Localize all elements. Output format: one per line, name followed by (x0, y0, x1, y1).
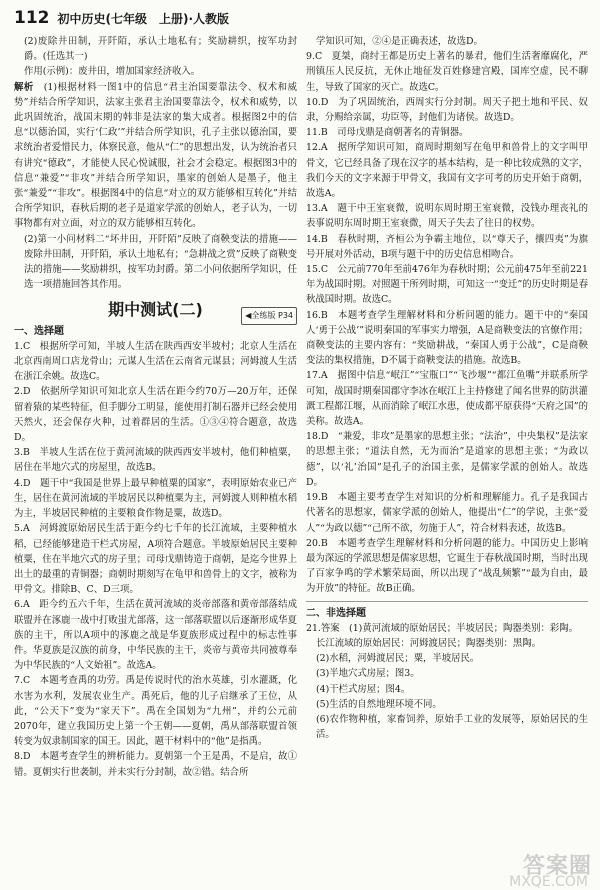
answer-item: 5.A 河姆渡原始居民生活于距今约七千年的长江流域，主要种植水稻，已经能够建造干栏式房屋，A项符合题意。半坡原始居民主要种植粟，住在半地穴式的房子里；司母戊鼎铸造于商朝，是迄今世界上出土的最重的青铜器；商朝时期刻写在龟甲和兽骨上的文字，被称为甲骨文。排除B、C、D三项。 (14, 523, 297, 596)
page-header (14, 8, 586, 32)
answer-item: 17.A 据图中信息“岷江”“宝瓶口”“飞沙堰”“都江鱼嘴”并联系所学可知，战国时期秦国郡守李冰在岷江上主持修建了闻名世界的防洪灌溉工程都江堰，从而消除了岷江水患，使成都平原获得“天府之国”的美称。故选A。 (306, 370, 588, 428)
answer-item: 8.D 本题考查学生的辨析能力。夏朝第一个王是禹，不是启，故①错。夏朝实行世袭制，并未实行分封制，故②错。结合所 (14, 751, 297, 778)
answer-item: 18.D “兼爱，非攻”是墨家的思想主张；“法治”，中央集权”是法家的思想主张；“道法自然，无为而治”是道家的思想主张；“为政以德”，以‘礼’治国”是孔子的治国主张，是儒家学派的创始人。故选D。 (306, 431, 588, 488)
choice-heading: 一、选择题 (14, 325, 64, 337)
left-column (14, 34, 297, 884)
answer-item: 19.B 本题主要考查学生对知识的分析和理解能力。孔子是我国古代著名的思想家，儒家学派的创始人，他提出“仁”的学说，主张“爱人”“为政以德”“己所不欲，勿施于人”，符合材料表述，故选B。 (306, 492, 588, 534)
answer-item: 9.C 夏桀，商纣王都是历史上著名的暴君，他们生活奢靡腐化，严刑镇压人民反抗，无休止地征发百姓修建宫殿，国库空虚，民不聊生，导致了国家的灭亡。故选C。 (306, 51, 588, 93)
answer-item: 10.D 为了巩固统治，西周实行分封制。周天子把土地和平民、奴隶，分赐给亲属，功臣等，封他们为诸侯。故选D。 (306, 96, 588, 124)
right-column (306, 34, 588, 884)
answer-item: 15.C 公元前770年至前476年为春秋时期；公元前475年至前221年为战国时期。对照题干所列时期，可知这一“变迁”的历史时期是春秋战国时期。故选C。 (306, 264, 588, 306)
analysis-paragraph (14, 80, 297, 232)
watermark-logo: 答案圈 (522, 854, 592, 879)
analysis-text: (2)第一小问材料二“坏井田，开阡陌”反映了商鞅变法的措施——废除井田制，开阡陌，承认土地私有；“急耕战之赏”反映了商鞅变法的措施——奖励耕织，按军功封爵。第二小问依据所学知识，任选一项措施回答其作用。 (24, 233, 297, 291)
answer-item: 11.B 司母戊鼎是商朝著名的青铜器。 (306, 127, 469, 139)
watermark-url: MXQE.COM (509, 874, 588, 890)
answer-text: 作用(示例)：废井田，增加国家经济收入。 (24, 66, 201, 78)
answer-text: 学知识可知，②④是正确表述，故选D。 (316, 36, 483, 47)
answer-item: 20.B 本题考查学生理解材料和分析问题的能力。中国历史上影响最为深远的学派思想是儒家思想，它诞生于春秋战国时期，当时出现了百家争鸣的学术繁荣局面，所以出现了“战乱频繁”“最为自由，最为开放”的特征。故B正确。 (306, 537, 588, 595)
answer-item: 1.C 根据所学可知，半坡人生活在陕西西安半坡村；北京人生活在北京西南周口店龙骨山；元谋人生活在云南省元谋县；河姆渡人生活在浙江余姚。故选C。 (14, 340, 297, 383)
analysis-text: (1)根据材料一图1中的信息“君主治国要靠法令、权术和威势”并结合所学知识，法家主张君主治国要靠法令，权术和威势，以此巩固统治，战国末期的韩非是法家的集大成者。根据图2中的信息“以德治国，实行‘仁政’”并结合所学知识，孔子主张以德治国，要求统治者爱惜民力，体察民意，他从“仁”的思想出发，认为统治者只有讲究“德政”，才能使人民心悦诚服，社会才会稳定。根据图3中的信息“兼爱”“非攻”并结合所学知识，墨家的创始人是墨子，他主张“兼爱”“非攻”。根据图4中的信息“对立的双方能够相互转化”并结合所学知识，春秋后期的老子是道家学派的创始人，老子认为，一切事物都有对立面，对立的双方能够相互转化。 (14, 81, 297, 230)
nonchoice-heading: 二、非选择题 (306, 607, 366, 619)
section-badge: ◀全练版 P34 (241, 307, 297, 324)
answer-line: (3)半地穴式房屋；图3。 (316, 668, 420, 680)
answer-line: (2)水稻，河姆渡居民；粟，半坡居民。 (316, 653, 480, 665)
answer-line: (5)生活的自然地理环境不同。 (316, 698, 442, 710)
answer-item: 7.C 本题考查禹的功劳。禹是传说时代的治水英雄，引水灌溉，化水害为水利，发展农业生产。禹死后，他的儿子启继承了王位，从此，“公天下”变为“家天下”。禹在全国划为“九州”，并约公元前2070年，建立我国历史上第一个王朝——夏朝，禹从部落联盟首领转变为奴隶制国家的国王。因此，题干材料中的“他”是指禹。 (14, 675, 297, 748)
section-title-text: 期中测试(二) (108, 300, 203, 320)
answer-line: (6)农作物种植，家畜饲养，原始手工业的发展等，原始居民的生活。 (316, 713, 588, 741)
answer-line: (4)干栏式房屋；图4。 (316, 683, 411, 695)
answer-text: (2)废除井田制，开阡陌，承认土地私有；奖励耕织，按军功封爵。(任选其一) (24, 36, 297, 63)
answer-item: 2.D 依据所学知识可知北京人生活在距今约70万—20万年，还保留着猿的某些特征，但手脚分工明显，能使用打制石器并已经会使用天然火，还会保存火种，过着群居的生活。①③④符合题意，故选D。 (14, 386, 297, 444)
answer-item: 14.B 春秋时期，齐桓公为争霸主地位，以“尊天子，攘四夷”为旗号开展对外活动，B项与题干中的历史信息相吻合。 (306, 233, 588, 260)
section-title (14, 300, 297, 321)
analysis-label: 解析 (14, 81, 34, 93)
book-title: 初中历史(七年级 上册)·人教版 (57, 12, 230, 26)
answer-item: 3.B 半坡人生活在位于黄河流域的陕西西安半坡村，他们种植粟，居住在半地穴式的房屋里，故选B。 (14, 447, 297, 474)
divider (306, 601, 588, 602)
answer-item: 12.A 据所学知识可知，商周时期刻写在龟甲和兽骨上的文字叫甲骨文，它已经具备了现在汉字的基本结构，是一种比较成熟的文字，我们今天的文字来源于甲骨文，我国有文字可考的历史开始于商朝，故选A。 (306, 142, 588, 200)
page-number: 112 (14, 8, 50, 28)
answer-item: 16.B 本题考查学生理解材料和分析问题的能力。题干中的“秦国人‘勇于公战’”说明秦国的军事实力增强，A是商鞅变法的官僚作用；商鞅变法的主要内容有：“奖励耕战，“秦国人勇于公战”，C是商鞅变法的集权措施，D不属于商鞅变法的措施。故选B。 (306, 309, 588, 367)
answer-item: 13.A 题干中王室衰微，说明东周时期王室衰微，没钱办理丧礼的表事说明东周时期王室衰微，周天子失去了往日的权势。 (306, 203, 588, 230)
answer-item: 6.A 距今约五六千年，生活在黄河流域的炎帝部落和黄帝部落结成联盟并在涿鹿一战中打败蚩尤部落，这一部落联盟以后逐渐形成华夏族的主干，所以A项中的涿鹿之战是华夏族形成过程中的标志性事件。华夏族是汉族的前身，中华民族的主干，炎帝与黄帝共同被尊奉为中华民族的“人文始祖”。故选A。 (14, 599, 297, 672)
answer-item: 21.答案 (1)黄河流域的原始居民；半坡居民；陶器类别：彩陶。 (306, 622, 578, 634)
answer-line: 长江流域的原始居民：河姆渡居民；陶器类别：黑陶。 (316, 637, 542, 649)
answer-item: 4.D 题干中“我国是世界上最早种植粟的国家”，表明原始农业已产生，居住在黄河流域的半坡居民以种植粟为主，河姆渡人则种植水稻为主，半坡居民种植的主要粮食作物是粟，故选D。 (14, 477, 297, 520)
